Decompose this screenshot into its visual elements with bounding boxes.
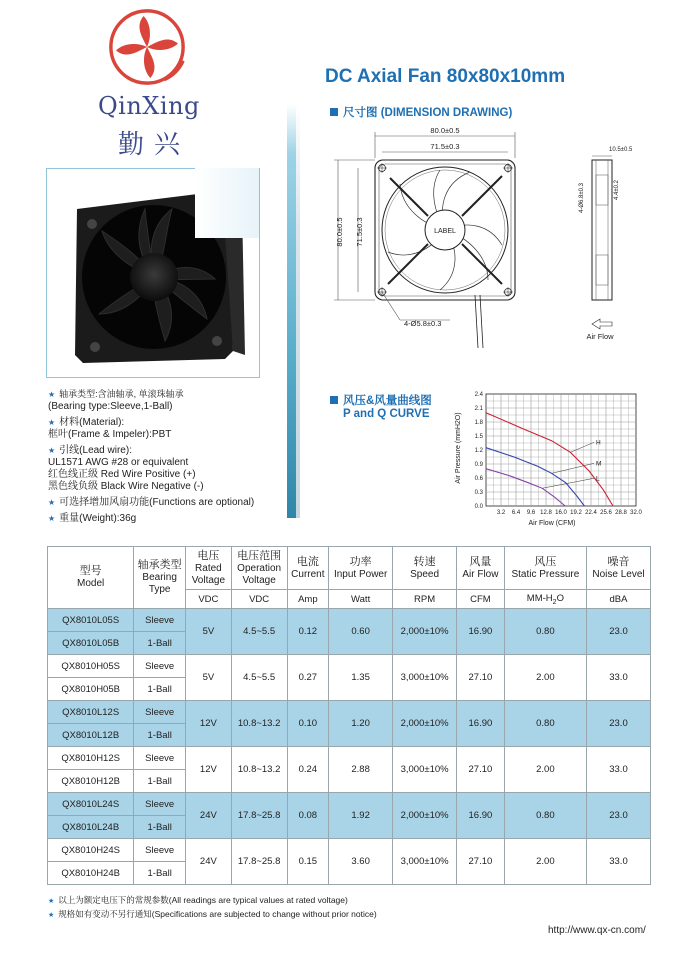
header-cn: 转速 [413, 555, 436, 568]
star-bullet-icon: ★ [48, 514, 56, 523]
y-tick-label: 2.4 [474, 392, 483, 398]
dim-overall-height: 80.0±0.5 [335, 217, 344, 247]
bearing-cell: 1-Ball [134, 816, 186, 839]
brand-name-en: QinXing [98, 92, 200, 120]
bearing-cell: 1-Ball [134, 678, 186, 701]
spec-item-weight [48, 513, 284, 525]
product-title: DC Axial Fan 80x80x10mm [325, 66, 566, 87]
x-tick-label: 6.4 [511, 510, 521, 516]
x-tick-label: 16.0 [555, 510, 567, 516]
airflow-arrow-icon [592, 319, 612, 329]
pressure-cell: 0.80 [504, 609, 586, 655]
noise-cell: 33.0 [586, 839, 650, 885]
header-en: Operation Voltage [237, 562, 282, 586]
spec-list [48, 388, 284, 529]
header-en: Current [291, 568, 325, 580]
airflow-cell: 27.10 [457, 747, 505, 793]
spec-material-en: 框叶(Frame & Impeler):PBT [48, 429, 172, 440]
x-tick-label: 12.8 [540, 510, 552, 516]
pressure-cell: 0.80 [504, 793, 586, 839]
header-en: Bearing Type [142, 572, 177, 595]
table-row [48, 793, 651, 816]
footnote [48, 908, 377, 922]
table-header-cell [329, 547, 393, 590]
dimension-heading [330, 104, 512, 120]
star-bullet-icon: ★ [48, 418, 56, 427]
spec-table [47, 546, 651, 885]
unit-cell: dBA [586, 590, 650, 609]
power-cell: 1.20 [329, 701, 393, 747]
pressure-cell: 2.00 [504, 655, 586, 701]
range-cell: 10.8~13.2 [231, 747, 287, 793]
airflow-label: Air Flow [586, 332, 614, 341]
model-cell: QX8010H05S [48, 655, 134, 678]
bearing-cell: 1-Ball [134, 770, 186, 793]
unit-cell: VDC [231, 590, 287, 609]
header-en: Input Power [333, 568, 388, 580]
header-en: Rated Voltage [191, 562, 226, 586]
voltage-cell: 5V [186, 655, 232, 701]
series-label-M: M [596, 460, 602, 468]
bearing-cell: Sleeve [134, 839, 186, 862]
x-tick-label: 9.6 [526, 510, 536, 516]
table-row [48, 839, 651, 862]
bearing-cell: Sleeve [134, 747, 186, 770]
power-cell: 1.35 [329, 655, 393, 701]
header-cn: 噪音 [607, 555, 630, 568]
model-cell: QX8010H24B [48, 862, 134, 885]
table-header-cell [457, 547, 505, 590]
brand-name-cn: 勤兴 [118, 130, 191, 160]
header-cn: 功率 [349, 555, 372, 568]
star-bullet-icon: ★ [48, 498, 56, 507]
header-cn: 型号 [79, 565, 102, 577]
spec-functions: 可选择增加风扇功能(Functions are optional) [59, 497, 255, 508]
table-row [48, 609, 651, 632]
spec-material-cn: 材料(Material): [59, 417, 125, 428]
noise-cell: 23.0 [586, 701, 650, 747]
table-header-row [48, 547, 651, 590]
series-label-L: L [596, 475, 600, 483]
range-cell: 4.5~5.5 [231, 609, 287, 655]
range-cell: 17.8~25.8 [231, 839, 287, 885]
pressure-cell: 0.80 [504, 701, 586, 747]
unit-cell: $MM-H_2O$ [504, 590, 586, 609]
footnote [48, 894, 377, 908]
model-cell: QX8010L12S [48, 701, 134, 724]
model-cell: QX8010L24B [48, 816, 134, 839]
header-en: Speed [410, 568, 440, 580]
header-en: Model [77, 578, 105, 589]
header-en: Air Flow [462, 568, 499, 580]
curve-heading [330, 392, 432, 420]
bearing-cell: 1-Ball [134, 724, 186, 747]
dim-side-flange: 4.4±0.2 [614, 180, 620, 200]
x-tick-label: 28.8 [615, 510, 627, 516]
airflow-cell: 27.10 [457, 655, 505, 701]
table-header-cell [186, 547, 232, 590]
model-cell: QX8010H12S [48, 747, 134, 770]
y-tick-label: 0.6 [474, 476, 483, 482]
range-cell: 10.8~13.2 [231, 701, 287, 747]
pq-curve-chart [452, 386, 652, 530]
x-axis-title: Air Flow (CFM) [528, 520, 576, 527]
voltage-cell: 12V [186, 747, 232, 793]
model-cell: QX8010H05B [48, 678, 134, 701]
header-en: Static Pressure [511, 568, 580, 580]
x-tick-label: 32.0 [630, 510, 642, 516]
unit-cell: RPM [393, 590, 457, 609]
bearing-cell: Sleeve [134, 793, 186, 816]
y-tick-label: 0.9 [474, 462, 483, 468]
speed-cell: 2,000±10% [393, 701, 457, 747]
dimension-drawing [330, 120, 660, 350]
y-tick-label: 1.8 [474, 420, 483, 426]
bearing-cell: Sleeve [134, 609, 186, 632]
bearing-cell: Sleeve [134, 655, 186, 678]
table-header-cell [134, 547, 186, 609]
star-bullet-icon: ★ [48, 912, 55, 919]
noise-cell: 23.0 [586, 793, 650, 839]
speed-cell: 2,000±10% [393, 793, 457, 839]
dim-side-depth: 10.5±0.5 [609, 147, 633, 153]
power-cell: 3.60 [329, 839, 393, 885]
dim-side-hole: 4-Ø6.8±0.3 [579, 183, 585, 213]
header-cn: 轴承类型 [137, 559, 182, 571]
range-cell: 4.5~5.5 [231, 655, 287, 701]
dim-hole-spacing-w: 71.5±0.3 [430, 142, 460, 151]
bearing-cell: Sleeve [134, 701, 186, 724]
y-tick-label: 2.1 [474, 406, 483, 412]
current-cell: 0.24 [287, 747, 329, 793]
spec-item-functions [48, 497, 284, 509]
x-tick-label: 25.6 [600, 510, 612, 516]
unit-cell: VDC [186, 590, 232, 609]
header-cn: 风量 [469, 555, 492, 568]
y-tick-label: 1.5 [474, 434, 483, 440]
curve-heading-cn: 风压&风量曲线图 [343, 395, 432, 407]
airflow-cell: 16.90 [457, 609, 505, 655]
spec-lead-cn: 引线(Lead wire): [59, 445, 132, 456]
current-cell: 0.12 [287, 609, 329, 655]
star-bullet-icon: ★ [48, 390, 56, 399]
x-tick-label: 19.2 [570, 510, 582, 516]
table-header-cell [48, 547, 134, 609]
header-en: Noise Level [592, 568, 645, 580]
dim-holes: 4-Ø5.8±0.3 [404, 319, 442, 328]
spec-item-lead-wire [48, 445, 284, 493]
accent-bar [287, 104, 296, 518]
photo-accent [195, 168, 259, 238]
table-row [48, 747, 651, 770]
power-cell: 1.92 [329, 793, 393, 839]
y-tick-label: 0.3 [474, 490, 483, 496]
power-cell: 0.60 [329, 609, 393, 655]
model-cell: QX8010H24S [48, 839, 134, 862]
model-cell: QX8010L24S [48, 793, 134, 816]
table-header-cell [586, 547, 650, 590]
pressure-cell: 2.00 [504, 747, 586, 793]
voltage-cell: 12V [186, 701, 232, 747]
table-header-cell [504, 547, 586, 590]
model-cell: QX8010H12B [48, 770, 134, 793]
curve-heading-en: P and Q CURVE [343, 408, 430, 420]
model-cell: QX8010L05S [48, 609, 134, 632]
table-header-cell [393, 547, 457, 590]
airflow-cell: 16.90 [457, 793, 505, 839]
dim-overall-width: 80.0±0.5 [430, 126, 460, 135]
unit-cell: CFM [457, 590, 505, 609]
pressure-cell: 2.00 [504, 839, 586, 885]
y-tick-label: 1.2 [474, 448, 483, 454]
noise-cell: 23.0 [586, 609, 650, 655]
pinwheel-logo-icon [104, 4, 190, 90]
bearing-cell: 1-Ball [134, 862, 186, 885]
power-cell: 2.88 [329, 747, 393, 793]
label-text: LABEL [434, 228, 456, 235]
speed-cell: 3,000±10% [393, 839, 457, 885]
speed-cell: 3,000±10% [393, 655, 457, 701]
square-bullet-icon [330, 108, 338, 116]
bearing-cell: 1-Ball [134, 632, 186, 655]
spec-lead-en: UL1571 AWG #28 or equivalent [48, 457, 189, 468]
header-cn: 风压 [534, 555, 557, 568]
footnote-text: 规格如有变动不另行通知(Specifications are subjected to change without prior notice) [58, 909, 377, 919]
current-cell: 0.15 [287, 839, 329, 885]
square-bullet-icon [330, 396, 338, 404]
noise-cell: 33.0 [586, 655, 650, 701]
spec-item-bearing [48, 388, 284, 413]
star-bullet-icon: ★ [48, 898, 55, 905]
dim-hole-spacing-h: 71.5±0.3 [355, 217, 364, 247]
voltage-cell: 24V [186, 839, 232, 885]
x-tick-label: 22.4 [585, 510, 597, 516]
speed-cell: 2,000±10% [393, 609, 457, 655]
voltage-cell: 5V [186, 609, 232, 655]
table-row [48, 701, 651, 724]
model-cell: QX8010L05B [48, 632, 134, 655]
spec-lead-black: 黑色线负级 Black Wire Negative (-) [48, 481, 204, 492]
current-cell: 0.27 [287, 655, 329, 701]
y-tick-label: 0.0 [474, 504, 483, 510]
y-axis-title: Air Pressure (mmH2O) [455, 412, 462, 484]
unit-cell: Watt [329, 590, 393, 609]
header-cn: 电压范围 [237, 549, 282, 562]
website-link[interactable]: http://www.qx-cn.com/ [548, 925, 646, 936]
table-row [48, 655, 651, 678]
spec-item-material [48, 417, 284, 441]
star-bullet-icon: ★ [48, 446, 56, 455]
speed-cell: 3,000±10% [393, 747, 457, 793]
accent-bar-shadow [296, 104, 300, 518]
x-tick-label: 3.2 [496, 510, 506, 516]
series-label-H: H [596, 439, 601, 447]
table-header-cell [231, 547, 287, 590]
header-cn: 电压 [197, 549, 220, 562]
range-cell: 17.8~25.8 [231, 793, 287, 839]
airflow-cell: 27.10 [457, 839, 505, 885]
spec-lead-red: 红色线正级 Red Wire Positive (+) [48, 469, 196, 480]
current-cell: 0.08 [287, 793, 329, 839]
footnote-text: 以上为额定电压下的常规参数(All readings are typical values at rated voltage) [58, 895, 348, 905]
unit-cell: Amp [287, 590, 329, 609]
table-header-cell [287, 547, 329, 590]
noise-cell: 33.0 [586, 747, 650, 793]
model-cell: QX8010L12B [48, 724, 134, 747]
footnotes [48, 894, 377, 922]
spec-bearing-en: (Bearing type:Sleeve,1-Ball) [48, 401, 173, 412]
dimension-heading-text: 尺寸图 (DIMENSION DRAWING) [343, 107, 513, 119]
voltage-cell: 24V [186, 793, 232, 839]
chart-grid [486, 394, 636, 506]
spec-bearing-cn: 轴承类型:含油轴承, 单滚珠轴承 [59, 389, 184, 399]
airflow-cell: 16.90 [457, 701, 505, 747]
current-cell: 0.10 [287, 701, 329, 747]
header-cn: 电流 [296, 555, 319, 568]
spec-weight: 重量(Weight):36g [59, 513, 137, 524]
